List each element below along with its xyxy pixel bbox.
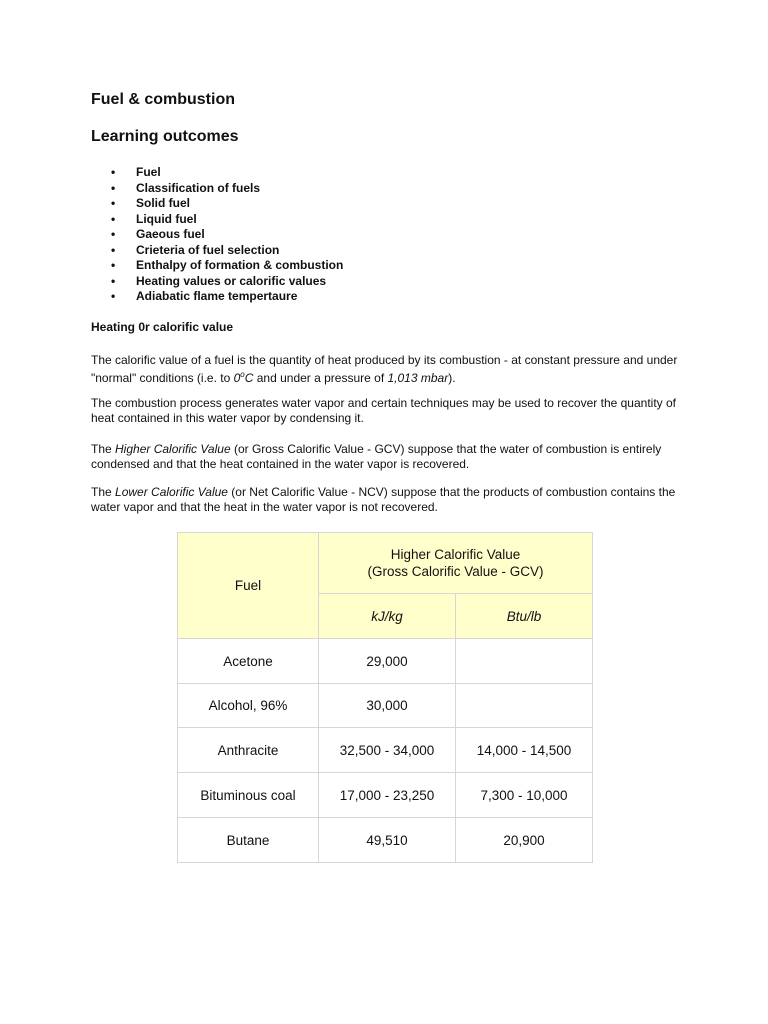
cell-btu: 14,000 - 14,500 [456, 728, 593, 773]
cell-btu: 20,900 [456, 818, 593, 863]
cell-btu [456, 639, 593, 684]
cell-fuel: Anthracite [178, 728, 319, 773]
list-item: • Classification of fuels [91, 181, 343, 197]
cell-kj: 30,000 [319, 684, 456, 728]
list-item: • Liquid fuel [91, 212, 343, 228]
paragraph-text: The calorific value of a fuel is the quantity of heat produced by its combustion - at constant pressure and under "normal" conditions (i.e. to [91, 353, 678, 385]
page-title: Fuel & combustion [91, 91, 235, 108]
table-row [178, 684, 593, 728]
cell-fuel: Acetone [178, 639, 319, 684]
cell-fuel: Bituminous coal [178, 773, 319, 818]
table-row [178, 818, 593, 863]
cell-btu [456, 684, 593, 728]
unit-header-kj-kg: kJ/kg [319, 594, 456, 639]
cell-kj: 29,000 [319, 639, 456, 684]
cell-kj: 49,510 [319, 818, 456, 863]
unit-header-btu-lb: Btu/lb [456, 594, 593, 639]
table-row [178, 728, 593, 773]
cell-btu: 7,300 - 10,000 [456, 773, 593, 818]
calorific-value-table [177, 532, 593, 863]
pressure-value: 1,013 mbar [387, 370, 449, 385]
list-item: • Solid fuel [91, 196, 343, 212]
column-header-fuel: Fuel [178, 533, 319, 639]
list-item: • Enthalpy of formation & combustion [91, 258, 343, 274]
list-item: • Fuel [91, 165, 343, 181]
table-row [178, 773, 593, 818]
paragraph-water-vapor: The combustion process generates water vapor and certain techniques may be used to recover the quantity of heat contained in this water vapor by condensing it. [91, 396, 676, 425]
list-item: • Heating values or calorific values [91, 274, 343, 290]
section-title-learning-outcomes: Learning outcomes [91, 128, 239, 145]
paragraph-lower-calorific: The Lower Calorific Value (or Net Calorific Value - NCV) suppose that the products of combustion contains the water vapor and that the heat in the water vapor is not recovered. [91, 485, 676, 514]
table-row [178, 639, 593, 684]
learning-outcomes-list [91, 165, 343, 305]
list-item: • Gaeous fuel [91, 227, 343, 243]
section-heading-calorific-value: Heating 0r calorific value [91, 320, 234, 334]
paragraph-higher-calorific: The Higher Calorific Value (or Gross Calorific Value - GCV) suppose that the water of combustion is entirely condensed and that the heat contained in the water vapor is recovered. [91, 442, 662, 471]
temperature-value: 0$^o$C [233, 369, 254, 385]
cell-fuel: Butane [178, 818, 319, 863]
cell-kj: 32,500 - 34,000 [319, 728, 456, 773]
term-higher-calorific-value: Higher Calorific Value [115, 442, 231, 456]
paragraph-calorific-definition: The calorific value of a fuel is the quantity of heat produced by its combustion - at constant pressure and under "normal" conditions (i.e. to 0$^o$C and under a pressure of 1,013 mbar). [91, 353, 678, 385]
cell-kj: 17,000 - 23,250 [319, 773, 456, 818]
column-group-header-hcv: Higher Calorific Value (Gross Calorific Value - GCV) [319, 533, 593, 594]
list-item: • Adiabatic flame tempertaure [91, 289, 343, 305]
cell-fuel: Alcohol, 96% [178, 684, 319, 728]
term-lower-calorific-value: Lower Calorific Value [115, 485, 228, 499]
list-item: • Crieteria of fuel selection [91, 243, 343, 259]
